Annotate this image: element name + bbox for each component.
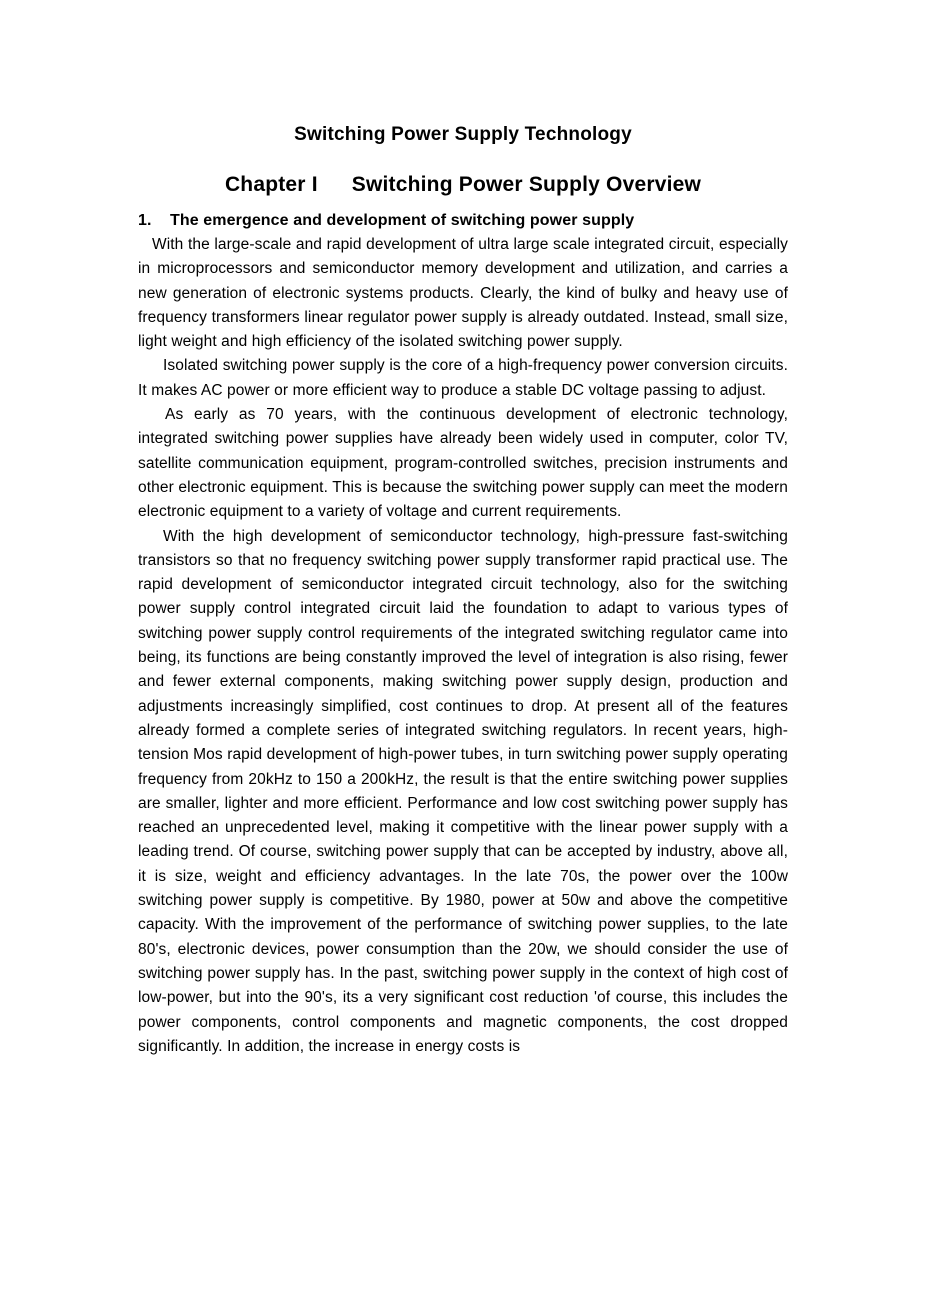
body-text	[138, 233, 788, 1059]
chapter-heading	[138, 171, 788, 199]
paragraph-early-as-70-years: As early as 70 years, with the continuous development of electronic technology, integrated switching power supplies have already been widely used in computer, color TV, satellite communication equipment, program-controlled switches, precision instruments and other electronic equipment. This is because the switching power supply can meet the modern electronic equipment to a variety of voltage and current requirements.	[138, 406, 788, 521]
chapter-label: Chapter I	[224, 173, 318, 196]
chapter-title: Switching Power Supply Overview	[351, 173, 702, 196]
section-title: The emergence and development of switching power supply	[170, 212, 635, 229]
document-title: Switching Power Supply Technology	[294, 124, 632, 145]
page-content	[138, 122, 788, 1059]
paragraph-development-of-ic: With the large-scale and rapid development of ultra large scale integrated circuit, especially in microprocessors and semiconductor memory development and utilization, and carries a new generation of electronic systems products. Clearly, the kind of bulky and heavy use of frequency transformers linear regulator power supply is already outdated. Instead, small size, light weight and high efficiency of the isolated switching power supply.	[138, 236, 788, 351]
section-heading	[138, 209, 788, 233]
paragraph-semiconductor-development: With the high development of semiconductor technology, high-pressure fast-switching transistors so that no frequency switching power supply transformer rapid practical use. The rapid development of semiconductor integrated circuit technology, also for the switching power supply control integrated circuit laid the foundation to adapt to various types of switching power supply control requirements of the integrated switching regulator came into being, its functions are being constantly improved the level of integration is also rising, fewer and fewer external components, making switching power supply design, production and adjustments increasingly simplified, cost continues to drop. At present all of the features already formed a complete series of integrated switching regulators. In recent years, high-tension Mos rapid development of high-power tubes, in turn switching power supply operating frequency from 20kHz to 150 a 200kHz, the result is that the entire switching power supplies are smaller, lighter and more efficient. Performance and low cost switching power supply has reached an unprecedented level, making it competitive with the linear power supply with a leading trend. Of course, switching power supply that can be accepted by industry, above all, it is size, weight and efficiency advantages. In the late 70s, the power over the 100w switching power supply is competitive. By 1980, power at 50w and above the competitive capacity. With the improvement of the performance of switching power supplies, to the late 80's, electronic devices, power consumption than the 20w, we should consider the use of switching power supply has. In the past, switching power supply in the context of high cost of low-power, but into the 90's, its a very significant cost reduction 'of course, this includes the power components, control components and magnetic components, the cost dropped significantly. In addition, the increase in energy costs is	[138, 527, 788, 1055]
paragraph-isolated-switching: Isolated switching power supply is the core of a high-frequency power conversion circuits. It makes AC power or more efficient way to produce a stable DC voltage passing to adjust.	[138, 357, 788, 399]
section-number: 1.	[138, 212, 152, 229]
